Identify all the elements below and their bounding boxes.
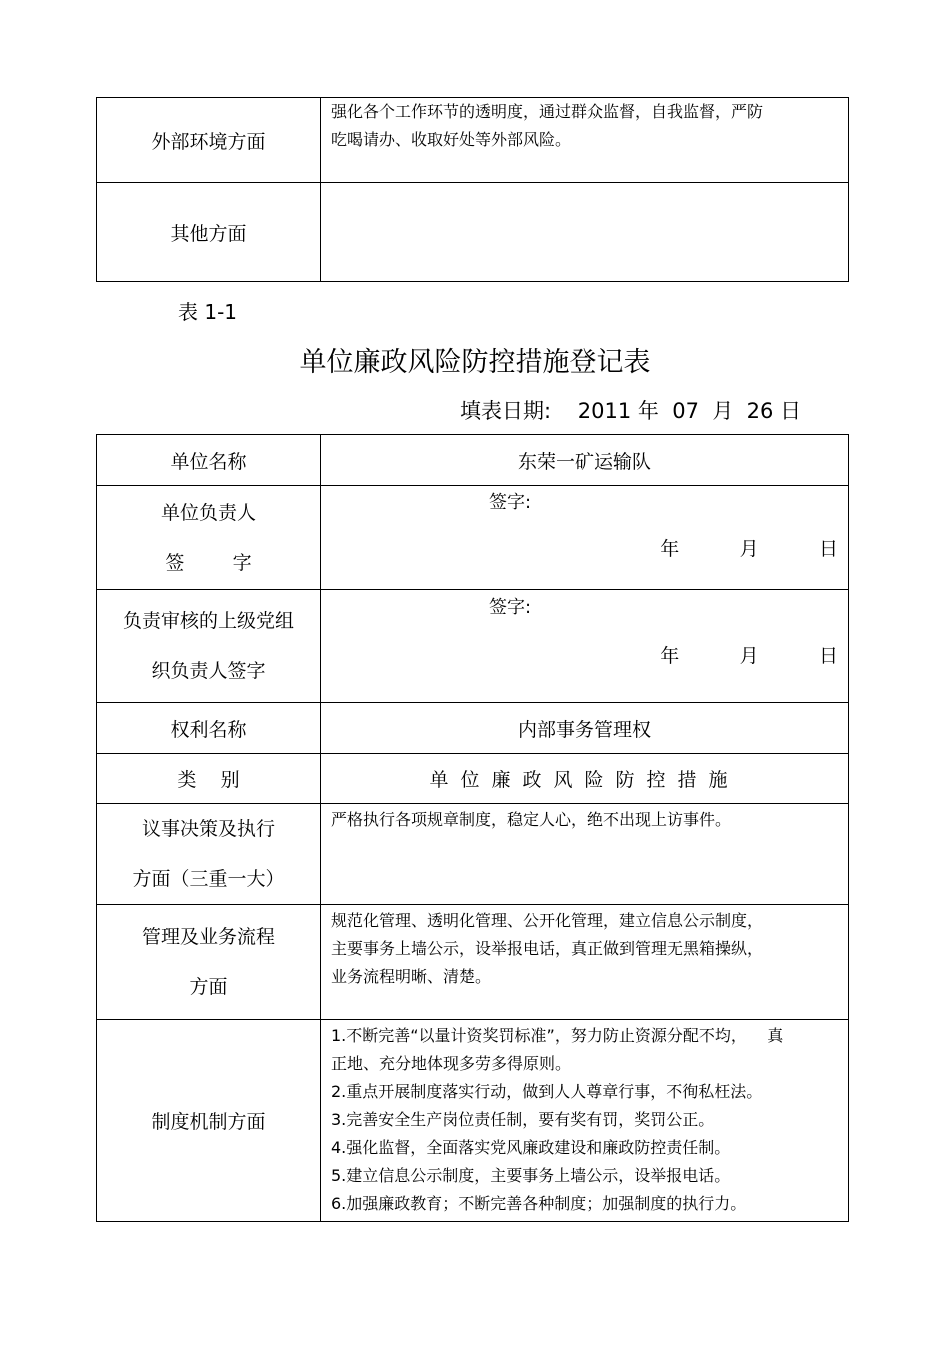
row-label-other: 其他方面	[97, 183, 321, 282]
text-line: 2.重点开展制度落实行动，做到人人尊章行事，不徇私枉法。	[331, 1082, 763, 1101]
table-row	[97, 435, 849, 486]
signature-date: 年 月 日	[660, 537, 838, 560]
table-row	[97, 183, 849, 282]
table-row	[97, 754, 849, 804]
label-line: 负责审核的上级党组	[122, 610, 294, 632]
text-line: 正地、充分地体现多劳多得原则。	[331, 1054, 572, 1073]
text-line: 吃喝请办、收取好处等外部风险。	[331, 130, 572, 149]
registration-table	[96, 434, 849, 1222]
signature-label: 签字:	[489, 491, 532, 513]
label-line: 议事决策及执行	[141, 818, 275, 840]
system-label: 制度机制方面	[97, 1020, 321, 1222]
row-label-external: 外部环境方面	[97, 98, 321, 183]
text-line: 主要事务上墙公示，设举报电话，真正做到管理无黑箱操纵，	[331, 939, 764, 958]
management-value	[321, 905, 849, 1020]
unit-name-value: 东荣一矿运输队	[321, 435, 849, 486]
text-line: 强化各个工作环节的透明度，通过群众监督，自我监督，严防	[331, 102, 764, 121]
continuation-table	[96, 97, 849, 282]
text-line: 规范化管理、透明化管理、公开化管理，建立信息公示制度，	[331, 911, 764, 930]
table-caption: 表 1-1	[178, 300, 238, 324]
unit-leader-label	[97, 486, 321, 590]
fill-date: 填表日期: 2011 年 07 月 26 日	[460, 399, 802, 423]
table-row	[97, 703, 849, 754]
decision-value	[321, 804, 849, 905]
party-leader-label	[97, 590, 321, 703]
label-line: 方面	[189, 976, 228, 998]
unit-name-label: 单位名称	[97, 435, 321, 486]
table-row	[97, 905, 849, 1020]
right-name-value: 内部事务管理权	[321, 703, 849, 754]
management-label	[97, 905, 321, 1020]
label-line: 单位负责人	[160, 501, 256, 524]
text-line: 业务流程明晰、清楚。	[331, 967, 492, 986]
signature-date: 年 月 日	[660, 645, 838, 667]
text-line: 3.完善安全生产岗位责任制，要有奖有罚，奖罚公正。	[331, 1110, 715, 1129]
party-leader-signature-cell	[321, 590, 849, 703]
label-line: 方面（三重一大）	[132, 868, 285, 890]
text-line: 1.不断完善“以量计资奖罚标准”，努力防止资源分配不均， 真	[331, 1026, 784, 1045]
unit-leader-signature-cell	[321, 486, 849, 590]
table-row	[97, 590, 849, 703]
table-row	[97, 486, 849, 590]
text-line: 5.建立信息公示制度，主要事务上墙公示，设举报电话。	[331, 1166, 731, 1185]
text-line: 6.加强廉政教育；不断完善各种制度；加强制度的执行力。	[331, 1194, 747, 1213]
table-row	[97, 804, 849, 905]
text-line: 4.强化监督，全面落实党风廉政建设和廉政防控责任制。	[331, 1138, 731, 1157]
category-value: 单位廉政风险防控措施	[321, 754, 849, 804]
label-line: 签 字	[165, 551, 252, 574]
system-value	[321, 1020, 849, 1222]
right-name-label: 权利名称	[97, 703, 321, 754]
signature-label: 签字:	[489, 597, 532, 618]
row-value-other	[321, 183, 849, 282]
table-row	[97, 1020, 849, 1222]
table-row	[97, 98, 849, 183]
page-title: 单位廉政风险防控措施登记表	[299, 347, 651, 378]
decision-label	[97, 804, 321, 905]
label-line: 管理及业务流程	[141, 926, 275, 948]
category-label: 类 别	[97, 754, 321, 804]
label-line: 织负责人签字	[151, 660, 266, 682]
row-value-external	[321, 98, 849, 183]
text-line: 严格执行各项规章制度，稳定人心，绝不出现上访事件。	[331, 810, 732, 829]
